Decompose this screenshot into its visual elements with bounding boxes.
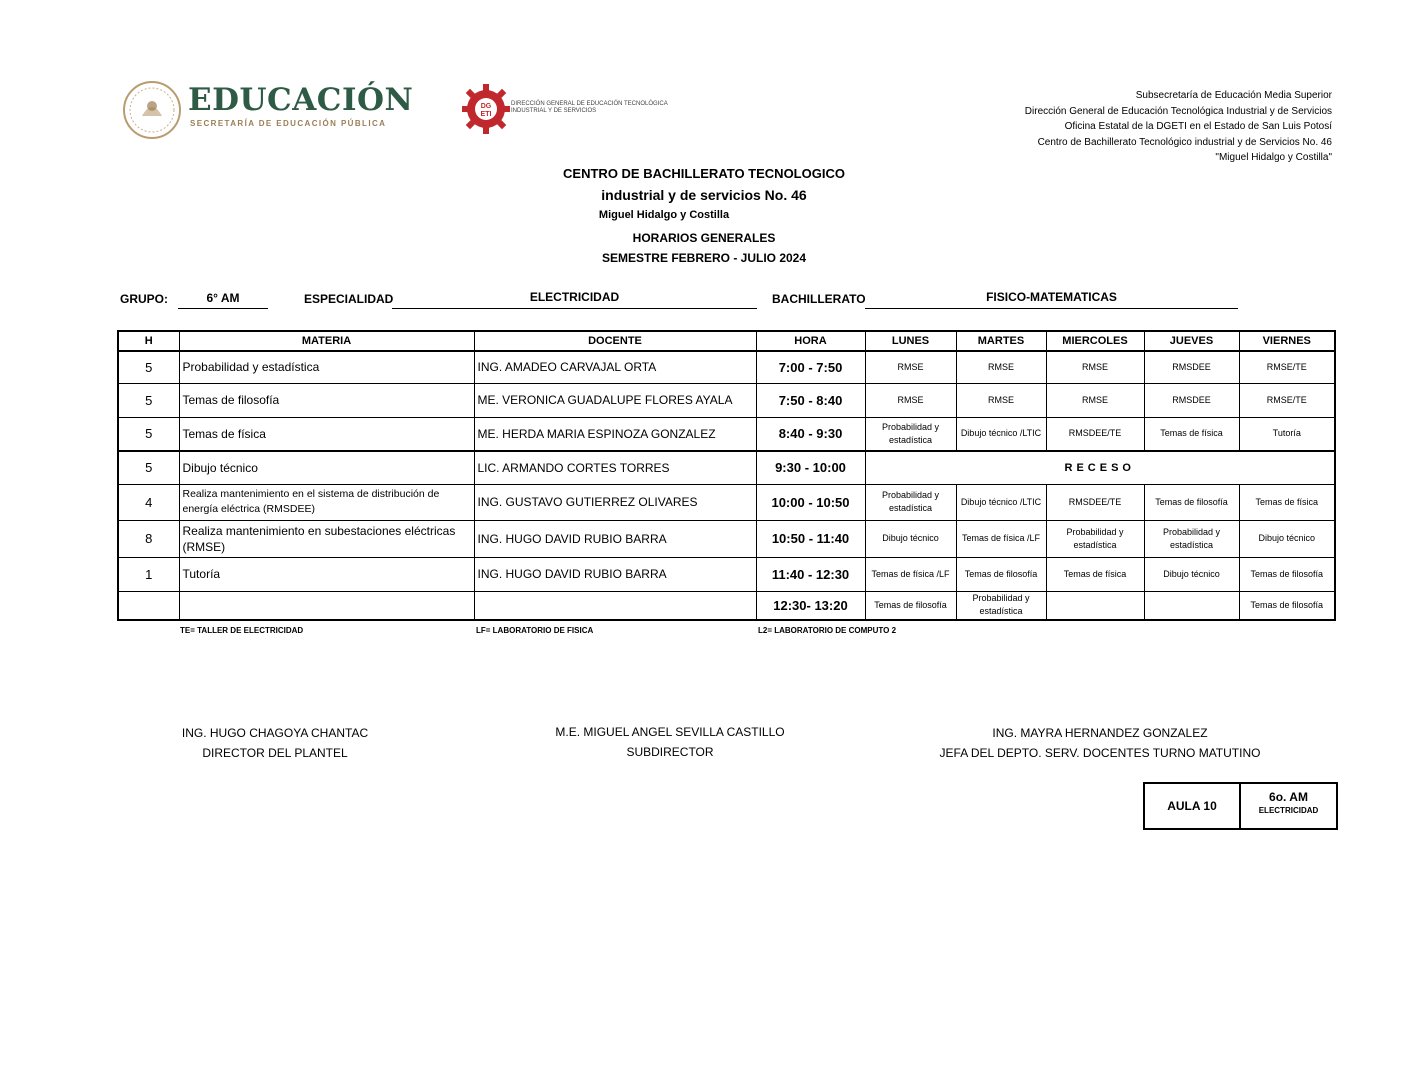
wednesday-cell: Temas de física [1046, 557, 1144, 591]
hours-cell: 5 [118, 451, 179, 484]
table-row [118, 557, 1335, 591]
grupo-value: 6° AM [178, 291, 268, 309]
time-cell: 10:00 - 10:50 [756, 484, 865, 520]
wednesday-cell: RMSE [1046, 383, 1144, 417]
header-docente: DOCENTE [474, 331, 756, 351]
signature-role: DIRECTOR DEL PLANTEL [202, 746, 348, 760]
svg-text:ETI: ETI [480, 111, 492, 118]
monday-cell: Probabilidad y estadística [865, 417, 956, 451]
friday-cell: Temas de filosofía [1239, 591, 1335, 620]
school-subtitle: industrial y de servicios No. 46 [601, 187, 807, 203]
monday-cell: Probabilidad y estadística [865, 484, 956, 520]
header-viernes: VIERNES [1239, 331, 1335, 351]
dgeti-gear-logo [462, 82, 510, 136]
hours-cell [118, 591, 179, 620]
thursday-cell: RMSDEE [1144, 351, 1239, 383]
group-code: 6o. AM [1269, 790, 1308, 804]
schedule-title: HORARIOS GENERALES [632, 231, 776, 245]
tuesday-cell: Temas de filosofía [956, 557, 1046, 591]
header-line: Centro de Bachillerato Tecnológico industrial y de Servicios No. 46 [1037, 136, 1332, 148]
header-materia: MATERIA [179, 331, 474, 351]
hours-cell: 4 [118, 484, 179, 520]
time-cell: 9:30 - 10:00 [756, 451, 865, 484]
classroom-label: AULA 10 [1145, 784, 1241, 828]
signature-role: SUBDIRECTOR [626, 745, 714, 759]
subject-cell: Realiza mantenimiento en el sistema de distribución de energía eléctrica (RMSDEE) [179, 484, 474, 520]
wednesday-cell: Probabilidad y estadística [1046, 520, 1144, 557]
header-line: Oficina Estatal de la DGETI en el Estado de San Luis Potosí [1064, 121, 1332, 132]
monday-cell: Dibujo técnico [865, 520, 956, 557]
monday-cell: RMSE [865, 383, 956, 417]
table-row [118, 520, 1335, 557]
tuesday-cell: Dibujo técnico /LTIC [956, 417, 1046, 451]
friday-cell: Tutoría [1239, 417, 1335, 451]
subject-cell: Temas de filosofía [179, 383, 474, 417]
header-miercoles: MIERCOLES [1046, 331, 1144, 351]
classroom-group [1241, 784, 1336, 828]
monday-cell: Temas de filosofía [865, 591, 956, 620]
time-cell: 8:40 - 9:30 [756, 417, 865, 451]
tuesday-cell: Temas de física /LF [956, 520, 1046, 557]
especialidad-label: ESPECIALIDAD [304, 292, 394, 306]
friday-cell: RMSE/TE [1239, 351, 1335, 383]
teacher-cell: ING. GUSTAVO GUTIERREZ OLIVARES [474, 484, 756, 520]
thursday-cell: Dibujo técnico [1144, 557, 1239, 591]
hours-cell: 8 [118, 520, 179, 557]
hours-cell: 5 [118, 417, 179, 451]
recess-cell: RECESO [865, 451, 1335, 484]
signature-name: ING. HUGO CHAGOYA CHANTAC [181, 726, 369, 740]
especialidad-value: ELECTRICIDAD [392, 290, 757, 309]
subject-cell: Dibujo técnico [179, 451, 474, 484]
subject-cell: Temas de física [179, 417, 474, 451]
wednesday-cell: RMSDEE/TE [1046, 417, 1144, 451]
time-cell: 10:50 - 11:40 [756, 520, 865, 557]
teacher-cell [474, 591, 756, 620]
friday-cell: RMSE/TE [1239, 383, 1335, 417]
time-cell: 7:00 - 7:50 [756, 351, 865, 383]
subject-cell: Tutoría [179, 557, 474, 591]
header-line: Dirección General de Educación Tecnológica Industrial y de Servicios [1024, 105, 1332, 117]
sep-subtitle: SECRETARÍA DE EDUCACIÓN PÚBLICA [190, 119, 387, 128]
teacher-cell: ING. HUGO DAVID RUBIO BARRA [474, 520, 756, 557]
hours-cell: 5 [118, 351, 179, 383]
header-hora: HORA [756, 331, 865, 351]
schedule-table [117, 330, 1336, 621]
thursday-cell: Temas de filosofía [1144, 484, 1239, 520]
header-h: H [118, 331, 179, 351]
bachillerato-label: BACHILLERATO [772, 292, 866, 306]
tuesday-cell: RMSE [956, 351, 1046, 383]
grupo-label: GRUPO: [120, 292, 168, 306]
hours-cell: 1 [118, 557, 179, 591]
thursday-cell: Temas de física [1144, 417, 1239, 451]
header-lunes: LUNES [865, 331, 956, 351]
teacher-cell: LIC. ARMANDO CORTES TORRES [474, 451, 756, 484]
header-martes: MARTES [956, 331, 1046, 351]
header-jueves: JUEVES [1144, 331, 1239, 351]
wednesday-cell: RMSDEE/TE [1046, 484, 1144, 520]
monday-cell: Temas de física /LF [865, 557, 956, 591]
time-cell: 7:50 - 8:40 [756, 383, 865, 417]
teacher-cell: ING. HUGO DAVID RUBIO BARRA [474, 557, 756, 591]
tuesday-cell: RMSE [956, 383, 1046, 417]
hours-cell: 5 [118, 383, 179, 417]
teacher-cell: ME. HERDA MARIA ESPINOZA GONZALEZ [474, 417, 756, 451]
friday-cell: Dibujo técnico [1239, 520, 1335, 557]
friday-cell: Temas de filosofía [1239, 557, 1335, 591]
classroom-box [1143, 782, 1338, 830]
school-name: Miguel Hidalgo y Costilla [598, 209, 730, 221]
table-row [118, 451, 1335, 484]
table-row [118, 591, 1335, 620]
teacher-cell: ING. AMADEO CARVAJAL ORTA [474, 351, 756, 383]
signature-name: ING. MAYRA HERNANDEZ GONZALEZ [992, 726, 1208, 740]
friday-cell: Temas de física [1239, 484, 1335, 520]
group-specialty: ELECTRICIDAD [1258, 806, 1319, 815]
time-cell: 11:40 - 12:30 [756, 557, 865, 591]
dgeti-caption: DIRECCIÓN GENERAL DE EDUCACIÓN TECNOLÓGICA INDUSTRIAL Y DE SERVICIOS [511, 101, 668, 114]
thursday-cell: RMSDEE [1144, 383, 1239, 417]
signature-jefa [920, 723, 1280, 763]
tuesday-cell: Probabilidad y estadística [956, 591, 1046, 620]
signature-role: JEFA DEL DEPTO. SERV. DOCENTES TURNO MATUTINO [939, 746, 1261, 760]
signature-name: M.E. MIGUEL ANGEL SEVILLA CASTILLO [555, 725, 785, 739]
table-row [118, 383, 1335, 417]
sep-seal-logo [122, 80, 182, 140]
legend-lf: LF= LABORATORIO DE FISICA [476, 626, 594, 635]
signature-subdirector [530, 722, 810, 762]
legend-te: TE= TALLER DE ELECTRICIDAD [180, 626, 304, 635]
header-line: "Miguel Hidalgo y Costilla" [1215, 152, 1332, 163]
thursday-cell [1144, 591, 1239, 620]
legend-l2: L2= LABORATORIO DE COMPUTO 2 [758, 626, 897, 635]
table-row [118, 351, 1335, 383]
wednesday-cell [1046, 591, 1144, 620]
table-header-row [118, 331, 1335, 351]
school-title: CENTRO DE BACHILLERATO TECNOLOGICO [563, 166, 845, 181]
teacher-cell: ME. VERONICA GUADALUPE FLORES AYALA [474, 383, 756, 417]
signature-director [160, 723, 390, 763]
bachillerato-value: FISICO-MATEMATICAS [865, 290, 1238, 309]
table-row [118, 417, 1335, 451]
table-row [118, 484, 1335, 520]
subject-cell [179, 591, 474, 620]
header-line: Subsecretaría de Educación Media Superior [1135, 90, 1332, 101]
thursday-cell: Probabilidad y estadística [1144, 520, 1239, 557]
semester-title: SEMESTRE FEBRERO - JULIO 2024 [601, 251, 807, 265]
institution-header [1025, 88, 1332, 166]
time-cell: 12:30- 13:20 [756, 591, 865, 620]
subject-cell: Probabilidad y estadística [179, 351, 474, 383]
monday-cell: RMSE [865, 351, 956, 383]
subject-cell: Realiza mantenimiento en subestaciones eléctricas (RMSE) [179, 520, 474, 557]
tuesday-cell: Dibujo técnico /LTIC [956, 484, 1046, 520]
education-brand-wordmark: EDUCACIÓN [188, 82, 414, 118]
wednesday-cell: RMSE [1046, 351, 1144, 383]
svg-text:DG: DG [480, 103, 492, 110]
